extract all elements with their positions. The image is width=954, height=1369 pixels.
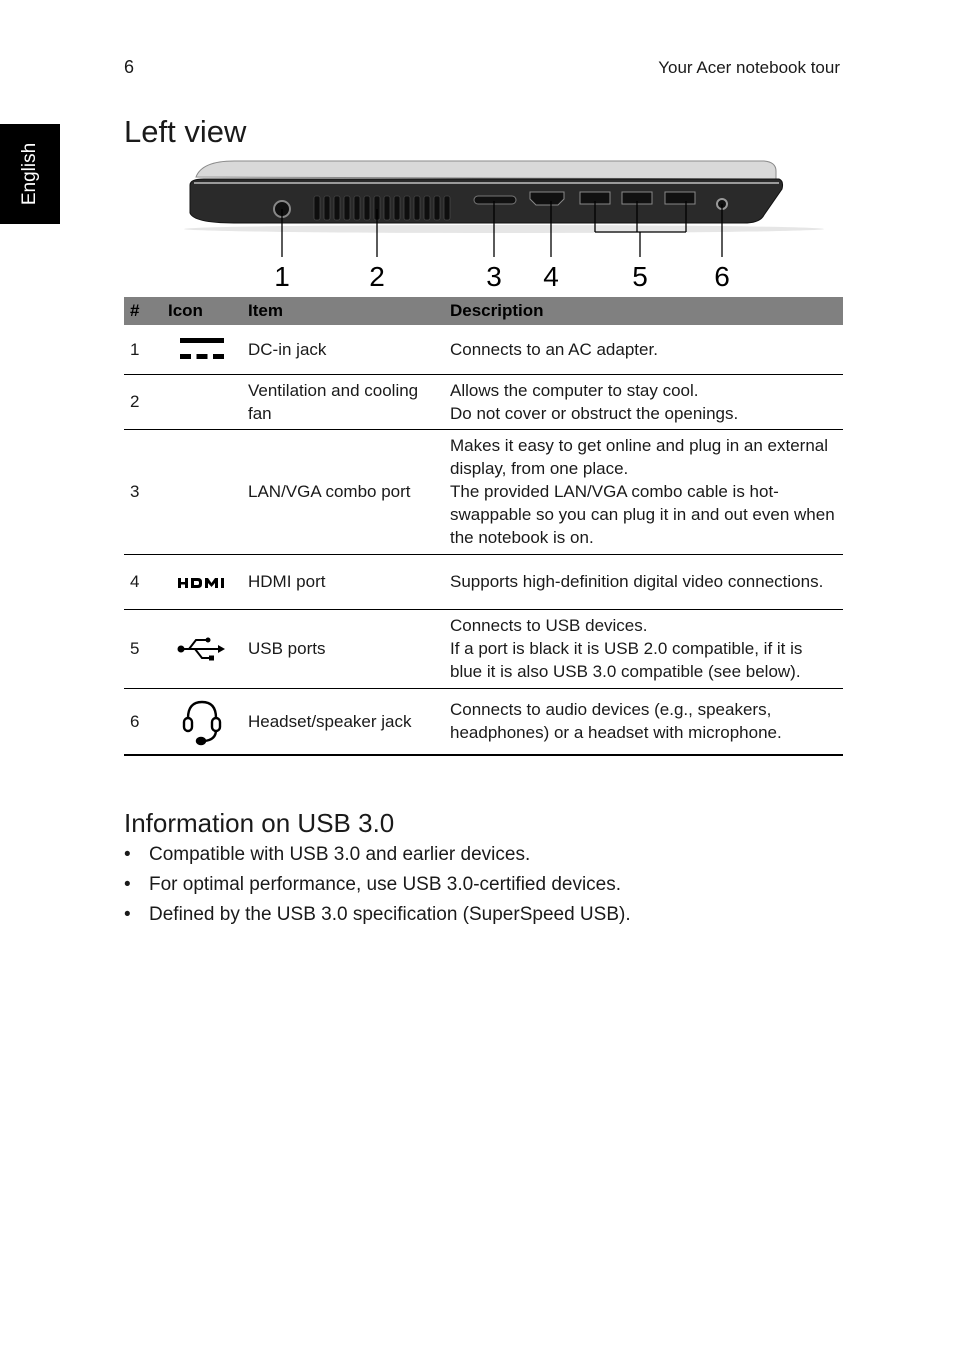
description-line: Connects to USB devices.	[450, 616, 648, 635]
description-line: Connects to an AC adapter.	[450, 339, 658, 359]
header-description: Description	[444, 297, 843, 325]
row-num: 5	[124, 609, 162, 688]
list-item: • For optimal performance, use USB 3.0-certified devices.	[124, 873, 844, 903]
row-icon	[162, 325, 242, 374]
row-description	[444, 554, 843, 609]
hdmi-port	[530, 192, 564, 205]
headset-icon	[180, 696, 224, 746]
dc-in-icon	[178, 335, 226, 363]
usb-icon	[176, 635, 228, 663]
table-row	[124, 554, 843, 609]
row-item: HDMI port	[242, 554, 444, 609]
callout-2: 2	[369, 261, 385, 292]
language-tab	[0, 124, 60, 224]
row-item: USB ports	[242, 609, 444, 688]
lan-vga-port	[474, 196, 516, 204]
callout-3: 3	[486, 261, 502, 292]
row-description	[444, 429, 843, 554]
row-icon	[162, 429, 242, 554]
table-row	[124, 325, 843, 374]
table-row	[124, 429, 843, 554]
hdmi-icon	[177, 576, 227, 590]
description-line: Connects to audio devices (e.g., speakers, headphones) or a headset with microphone.	[450, 700, 782, 743]
left-view-diagram	[124, 155, 844, 295]
callout-4: 4	[543, 261, 559, 292]
row-num: 4	[124, 554, 162, 609]
row-num: 6	[124, 688, 162, 755]
row-num: 1	[124, 325, 162, 374]
table-row	[124, 688, 843, 755]
language-tab-label: English	[19, 142, 40, 206]
list-item: • Compatible with USB 3.0 and earlier devices.	[124, 843, 844, 873]
row-item: Headset/speaker jack	[242, 688, 444, 755]
row-description	[444, 374, 843, 429]
callout-6: 6	[714, 261, 730, 292]
description-line: Supports high-definition digital video connections.	[450, 572, 824, 591]
header-num: #	[124, 297, 162, 325]
list-item: • Defined by the USB 3.0 specification (SuperSpeed USB).	[124, 903, 844, 933]
row-icon	[162, 609, 242, 688]
usb-info-title: Information on USB 3.0	[124, 808, 395, 838]
table-row	[124, 374, 843, 429]
row-num: 3	[124, 429, 162, 554]
usb-info-list	[124, 843, 844, 933]
row-item: Ventilation and cooling fan	[242, 374, 444, 429]
row-item: LAN/VGA combo port	[242, 429, 444, 554]
row-icon	[162, 554, 242, 609]
section-title: Left view	[124, 114, 247, 149]
row-description	[444, 325, 843, 374]
description-line: Allows the computer to stay cool.	[450, 380, 699, 400]
description-line: Do not cover or obstruct the openings.	[450, 403, 739, 423]
header-item: Item	[242, 297, 444, 325]
page-number: 6	[124, 57, 135, 77]
running-header: Your Acer notebook tour	[658, 58, 840, 77]
callout-5: 5	[632, 261, 648, 292]
table-row	[124, 609, 843, 688]
description-line: The provided LAN/VGA combo cable is hot-swappable so you can plug it in and out even when the notebook is on.	[450, 482, 835, 547]
ports-table	[124, 297, 843, 756]
callout-1: 1	[274, 261, 290, 292]
row-description	[444, 609, 843, 688]
row-num: 2	[124, 374, 162, 429]
header-icon: Icon	[162, 297, 242, 325]
row-description	[444, 688, 843, 755]
table-header-row	[124, 297, 843, 325]
description-line: Makes it easy to get online and plug in an external display, from one place.	[450, 436, 829, 478]
usb-port-3	[665, 192, 695, 204]
row-item: DC-in jack	[242, 325, 444, 374]
description-line: If a port is black it is USB 2.0 compatible, if it is blue it is also USB 3.0 compatible (see below).	[450, 639, 803, 681]
row-icon	[162, 374, 242, 429]
row-icon	[162, 688, 242, 755]
